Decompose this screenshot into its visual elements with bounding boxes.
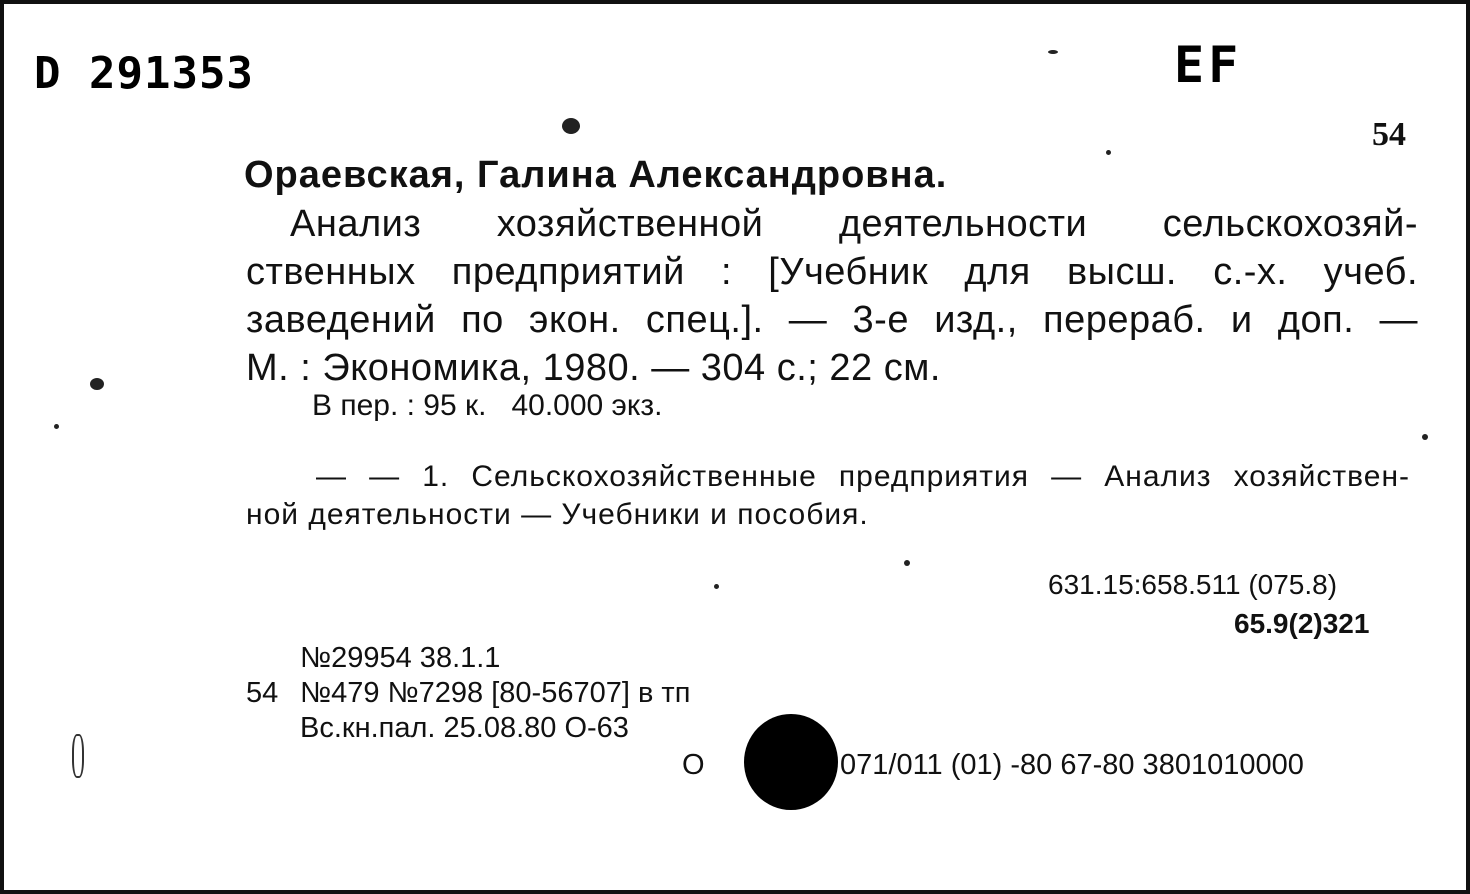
registry-prefix: 54 [246, 677, 279, 709]
ink-speck [1422, 434, 1428, 440]
registry-line: Вс.кн.пал. 25.08.80 О-63 [300, 712, 629, 744]
ink-speck [904, 560, 910, 566]
ink-speck [714, 584, 719, 589]
page-number: 54 [1372, 116, 1406, 153]
price-circulation: В пер. : 95 к. 40.000 экз. [312, 389, 663, 422]
ink-speck [90, 378, 104, 390]
ink-speck [562, 118, 580, 134]
author-heading: Ораевская, Галина Александровна. [244, 154, 948, 196]
subject-line: — — 1. Сельскохозяйственные предприятия — Анализ хозяйствен- [316, 460, 1410, 493]
description-line: Анализ хозяйственной деятельности сельскохозяй- [290, 203, 1418, 245]
ink-speck [54, 424, 59, 429]
registry-prefix: О [682, 749, 705, 781]
description-line: ственных предприятий : [Учебник для высш. с.-х. учеб. [246, 251, 1418, 293]
description-line: заведений по экон. спец.]. — 3-е изд., перераб. и доп. — [246, 299, 1418, 341]
subject-headings [246, 458, 1410, 534]
registry-line: 071/011 (01) -80 67-80 3801010000 [840, 749, 1304, 781]
udc-code: 631.15:658.511 (075.8) [1048, 569, 1338, 600]
collection-mark-stamp: EF [1174, 36, 1243, 94]
bbk-code: 65.9(2)321 [1234, 608, 1370, 639]
title-description [246, 200, 1418, 392]
punch-hole [744, 714, 838, 810]
subject-line: ной деятельности — Учебники и пособия. [246, 498, 869, 531]
ink-speck [1106, 150, 1111, 155]
registry-line: №29954 38.1.1 [300, 642, 501, 674]
ink-speck [72, 734, 84, 778]
description-line: М. : Экономика, 1980. — 304 с.; 22 см. [246, 347, 941, 389]
card-id-stamp: D 291353 [34, 48, 254, 99]
registry-line: №479 №7298 [80-56707] в тп [300, 677, 691, 709]
ink-speck [1048, 50, 1058, 54]
